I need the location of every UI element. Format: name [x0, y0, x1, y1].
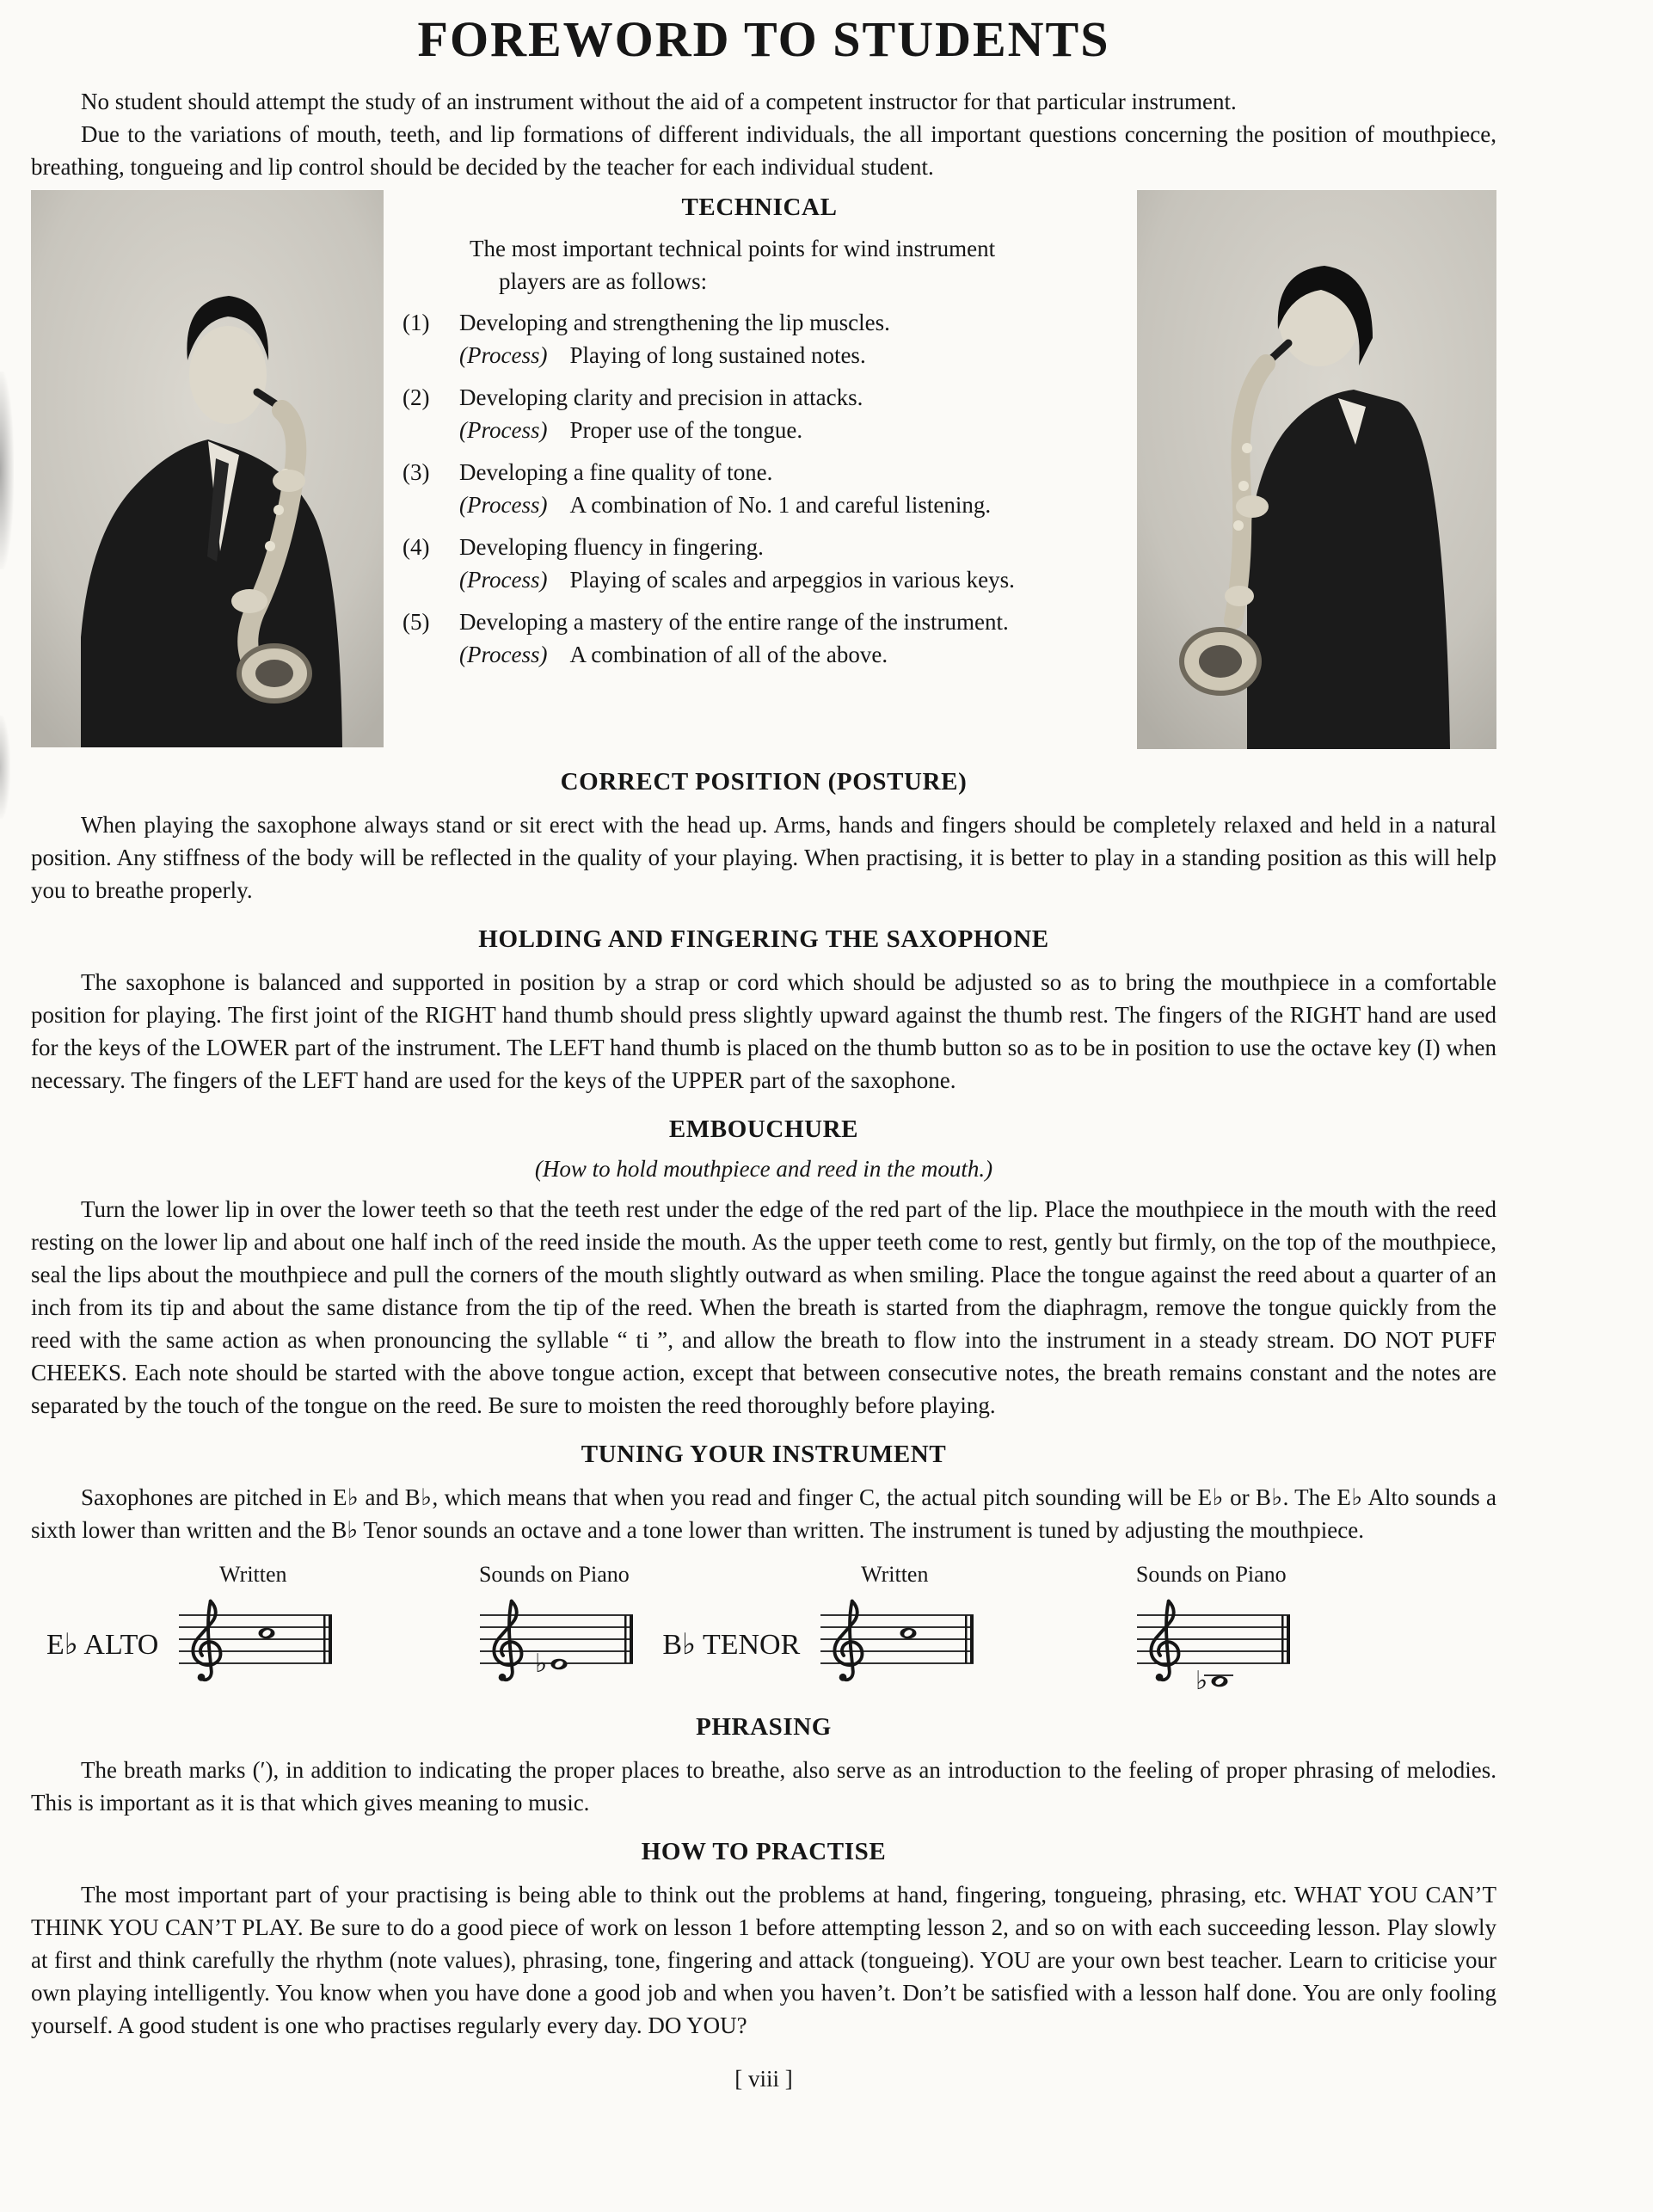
scan-smudge	[0, 372, 14, 569]
technical-intro: The most important technical points for wind instrument players are as follows:	[470, 236, 996, 294]
technical-section	[384, 190, 1125, 680]
flat-sign: ♭	[1195, 1666, 1208, 1694]
item-point: Developing and strengthening the lip muscles.	[459, 310, 890, 335]
book-page	[0, 10, 1653, 2212]
item-process: (Process) Proper use of the tongue.	[459, 417, 803, 443]
whole-note	[1212, 1676, 1228, 1687]
practise-paragraph: The most important part of your practising is being able to think out the problems at hand, fingering, tongueing, phrasing, etc. WHAT YOU CAN’T THINK YOU CAN’T PLAY. Be sure to do a good piece of work on lesson 1 before attempting lesson 2, and so on with each succeeding lesson. Play slowly at first and think carefully the rhythm (note values), phrasing, tone, fingering and attack (tongueing). YOU are your own best teacher. Learn to criticise your own playing intelligently. You know when you have done a good job and when you haven’t. Don’t be satisfied with a lesson half done. You are only fooling yourself. A good student is one who practises regularly every day. DO YOU?	[31, 1882, 1496, 2038]
face	[189, 326, 267, 424]
staff-alto-sounds	[468, 1589, 640, 1694]
staff-caption: Written	[219, 1562, 287, 1587]
item-point: Developing clarity and precision in attacks.	[459, 384, 863, 410]
whole-note	[900, 1628, 917, 1639]
section-heading-holding: HOLDING AND FINGERING THE SAXOPHONE	[478, 925, 1049, 953]
technical-item-5	[402, 605, 1116, 671]
page-content	[31, 10, 1496, 2092]
middle-block	[31, 190, 1496, 749]
item-number: (3)	[402, 459, 430, 485]
item-process: (Process) Playing of scales and arpeggios in various keys.	[459, 567, 1015, 593]
item-number: (2)	[402, 384, 430, 410]
right-hand	[1236, 495, 1269, 518]
item-point: Developing a fine quality of tone.	[459, 459, 773, 485]
embouchure-paragraph: Turn the lower lip in over the lower teeth so that the teeth rest under the edge of the red part of the lip. Place the mouthpiece in the mouth with the reed resting on the lower lip and about one half inch of the reed inside the mouth. As the upper teeth come to rest, gently but firmly, on the top of the mouthpiece, seal the lips about the mouthpiece and pull the corners of the mouth slightly outward as when smiling. Place the tongue against the reed about a quarter of an inch from its tip and about the same distance from the tip of the reed. When the breath is started from the diaphragm, remove the tongue quickly from the reed with the same action as when pronouncing the syllable “ ti ”, and allow the breath to flow into the instrument in a steady stream. DO NOT PUFF CHEEKS. Each note should be started with the above tongue action, except that between consecutive notes, the breath remains constant and the notes are separated by the touch of the tongue on the reed. Be sure to moisten the reed thoroughly before playing.	[31, 1196, 1496, 1418]
right-hand	[273, 470, 305, 492]
tenor-label: B♭ TENOR	[662, 1629, 801, 1661]
phrasing-paragraph: The breath marks (′), in addition to indicating the proper places to breathe, also serve as an introduction to the feeling of proper phrasing of melodies. This is important as it is that which gives meaning to music.	[31, 1757, 1496, 1816]
tuning-paragraph: Saxophones are pitched in E♭ and B♭, which means that when you read and finger C, the actual pitch sounding will be E♭ or B♭. The E♭ Alto sounds a sixth lower than written and the B♭ Tenor sounds an octave and a tone lower than written. The instrument is tuned by adjusting the mouthpiece.	[31, 1484, 1496, 1543]
item-point: Developing fluency in fingering.	[459, 534, 764, 560]
holding-paragraph: The saxophone is balanced and supported in position by a strap or cord which should be adjusted so as to bring the mouthpiece in a comfortable position for playing. The first joint of the RIGHT hand thumb should press slightly upward against the thumb rest. The fingers of the RIGHT hand are used for the keys of the LOWER part of the instrument. The LEFT hand thumb is placed on the thumb button so as to be in position to use the octave key (I) when necessary. The fingers of the LEFT hand are used for the keys of the UPPER part of the saxophone.	[31, 969, 1496, 1093]
section-heading-tuning: TUNING YOUR INSTRUMENT	[581, 1441, 947, 1468]
embouchure-subtitle: (How to hold mouthpiece and reed in the mouth.)	[534, 1156, 993, 1182]
section-heading-practise: HOW TO PRACTISE	[641, 1838, 887, 1865]
left-hand	[1225, 586, 1254, 606]
whole-note	[259, 1628, 275, 1639]
section-heading-technical: TECHNICAL	[681, 194, 838, 221]
staff-alto-written	[167, 1589, 339, 1694]
staff-group-tenor-written	[808, 1562, 980, 1694]
staff-group-alto-sounds	[468, 1562, 640, 1694]
technical-item-4	[402, 531, 1116, 596]
item-process: (Process) A combination of No. 1 and careful listening.	[459, 492, 992, 518]
item-point: Developing a mastery of the entire range of the instrument.	[459, 609, 1009, 635]
staff-caption: Written	[861, 1562, 929, 1587]
technical-item-3	[402, 456, 1116, 521]
photo-student-front-view	[31, 190, 384, 747]
item-number: (4)	[402, 534, 430, 560]
alto-label: E♭ ALTO	[46, 1629, 159, 1661]
staff-tenor-written	[808, 1589, 980, 1694]
technical-item-1	[402, 306, 1116, 372]
photo-student-side-view	[1137, 190, 1496, 749]
section-heading-phrasing: PHRASING	[696, 1713, 832, 1741]
section-heading-posture: CORRECT POSITION (POSTURE)	[560, 768, 968, 796]
intro-paragraph-1: No student should attempt the study of an instrument without the aid of a competent instructor for that particular instrument.	[81, 89, 1237, 114]
item-process: (Process) A combination of all of the above.	[459, 642, 888, 667]
page-title: FOREWORD TO STUDENTS	[417, 11, 1110, 67]
suit-silhouette	[1247, 390, 1450, 749]
section-heading-embouchure: EMBOUCHURE	[668, 1115, 859, 1143]
staff-group-alto-written	[167, 1562, 339, 1694]
item-process: (Process) Playing of long sustained notes.	[459, 342, 866, 368]
item-number: (5)	[402, 609, 430, 635]
scan-smudge	[0, 716, 10, 819]
left-hand	[231, 589, 267, 613]
whole-note	[551, 1659, 568, 1670]
technical-item-2	[402, 381, 1116, 446]
intro-paragraph-2: Due to the variations of mouth, teeth, and lip formations of different individuals, the all important questions concerning the position of mouthpiece, breathing, tongueing and lip control should be decided by the teacher for each individual student.	[31, 121, 1496, 180]
item-number: (1)	[402, 310, 430, 335]
staff-caption: Sounds on Piano	[478, 1562, 630, 1587]
flat-sign: ♭	[535, 1649, 548, 1679]
staff-caption: Sounds on Piano	[1135, 1562, 1287, 1587]
staff-group-tenor-sounds	[1125, 1562, 1297, 1694]
posture-paragraph: When playing the saxophone always stand or sit erect with the head up. Arms, hands and fingers should be completely relaxed and held in a natural position. Any stiffness of the body will be reflected in the quality of your playing. When practising, it is better to play in a standing position as this will help you to breathe properly.	[31, 812, 1496, 903]
staff-tenor-sounds	[1125, 1589, 1297, 1694]
music-examples	[46, 1562, 1496, 1694]
page-number: [ viii ]	[734, 2066, 793, 2092]
